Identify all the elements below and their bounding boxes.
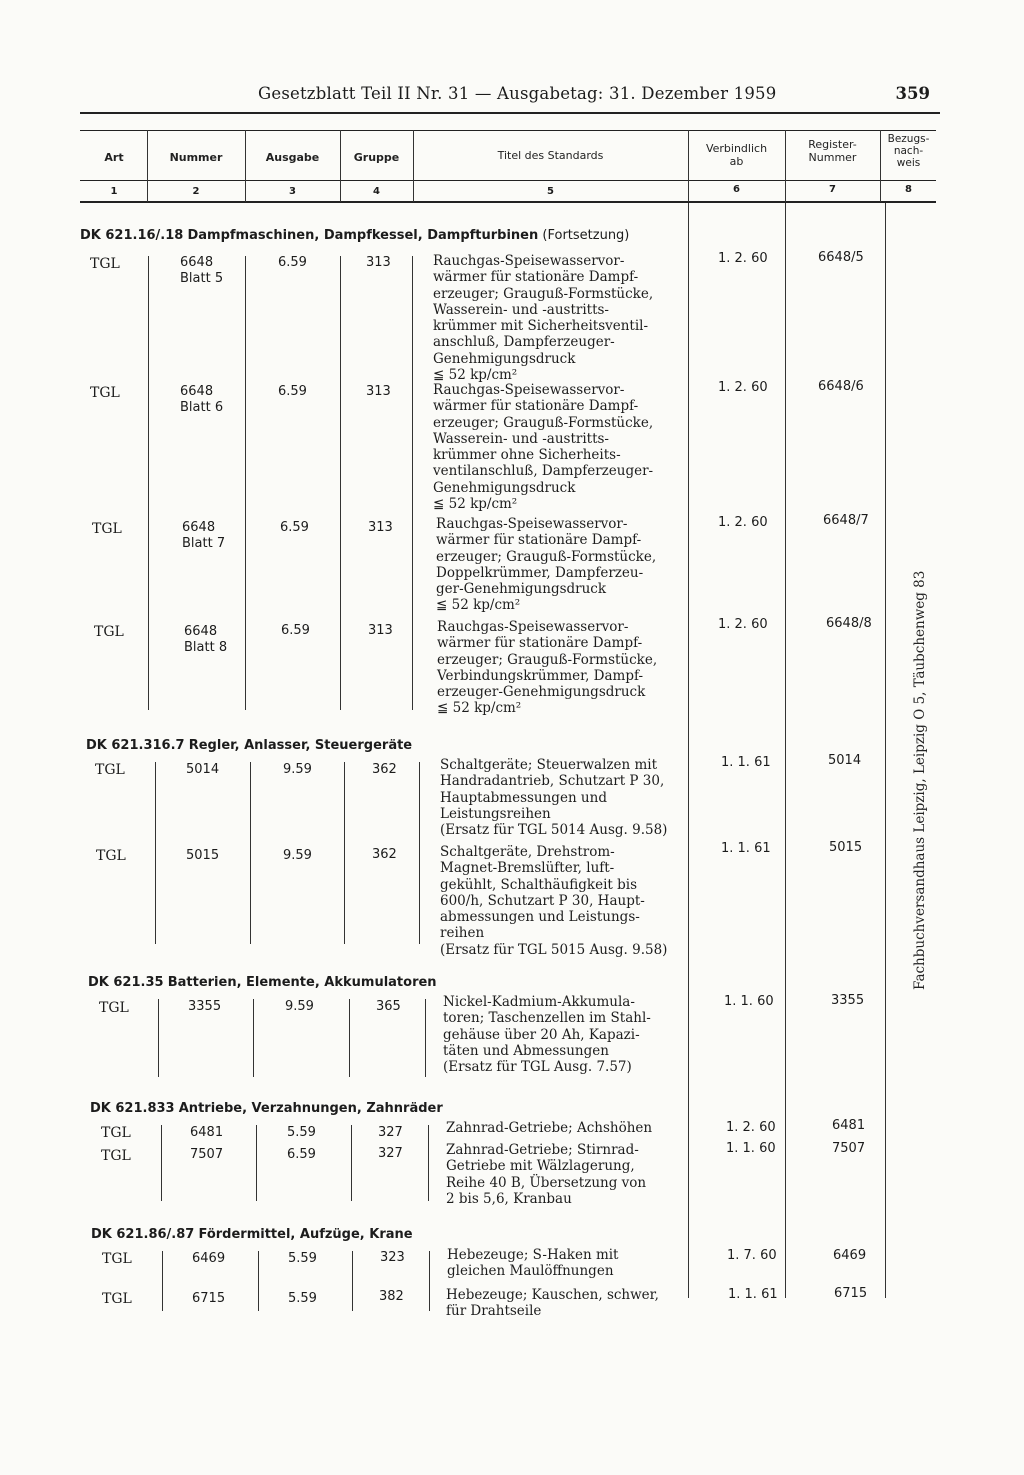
row-divider [162, 1251, 163, 1311]
cell-register: 3355 [831, 993, 865, 1008]
body-divider [785, 203, 786, 1298]
cell-verbindlich: 1. 1. 61 [728, 1287, 778, 1302]
cell-verbindlich: 1. 1. 61 [721, 841, 771, 856]
col-number: 6 [733, 184, 740, 195]
row-divider [158, 999, 159, 1077]
cell-ausgabe: 5.59 [288, 1251, 317, 1266]
cell-ausgabe: 9.59 [283, 848, 312, 863]
cell-titel: Hebezeuge; S-Haken mit gleichen Maulöffnungen [447, 1247, 619, 1280]
cell-nummer: 3355 [188, 999, 222, 1014]
body-divider [885, 203, 886, 1298]
cell-ausgabe: 6.59 [278, 255, 307, 270]
page-number: 359 [895, 84, 930, 103]
cell-register: 6481 [832, 1118, 866, 1133]
cell-titel: Schaltgeräte, Drehstrom- Magnet-Bremslüfter, luft- gekühlt, Schalthäufigkeit bis 600/h, Schutzart P 30, Haupt- abmessungen und Leistungs- reihen (Ersatz für TGL 5015 Ausg. 9.58) [440, 844, 668, 958]
cell-art: TGL [101, 1125, 131, 1141]
cell-art: TGL [90, 385, 120, 401]
cell-art: TGL [102, 1291, 132, 1307]
cell-titel: Rauchgas-Speisewasservor- wärmer für stationäre Dampf- erzeuger; Grauguß-Formstücke, Wasserein- und -austritts- krümmer ohne Sicherheits- ventilanschluß, Dampferzeuger- Genehmigungsdruck ≦ 52 kp/cm² [433, 382, 654, 513]
cell-gruppe: 313 [368, 520, 393, 535]
row-divider [425, 999, 426, 1077]
col-number: 4 [373, 186, 380, 197]
section-heading: DK 621.833 Antriebe, Verzahnungen, Zahnräder [90, 1101, 443, 1116]
col-number: 3 [289, 186, 296, 197]
cell-gruppe: 313 [368, 623, 393, 638]
cell-gruppe: 362 [372, 762, 397, 777]
col-header-gruppe: Gruppe [353, 151, 400, 164]
cell-gruppe: 313 [366, 384, 391, 399]
section-heading: DK 621.16/.18 Dampfmaschinen, Dampfkessel, Dampfturbinen (Fortsetzung) [80, 228, 630, 243]
cell-ausgabe: 9.59 [285, 999, 314, 1014]
cell-titel: Hebezeuge; Kauschen, schwer, für Drahtseile [446, 1287, 659, 1320]
table-header-bottom-rule [80, 201, 936, 203]
cell-titel: Nickel-Kadmium-Akkumula- toren; Taschenzellen im Stahl- gehäuse über 20 Ah, Kapazi- täten und Abmessungen (Ersatz für TGL Ausg. 7.57) [443, 994, 651, 1076]
row-divider [148, 256, 149, 710]
row-divider [419, 762, 420, 944]
cell-verbindlich: 1. 7. 60 [727, 1248, 777, 1263]
publisher-side-note: Fachbuchversandhaus Leipzig, Leipzig O 5, Täubchenweg 83 [912, 570, 928, 990]
cell-nummer: 7507 [190, 1147, 224, 1162]
cell-nummer: 6648 Blatt 5 [180, 255, 224, 286]
cell-verbindlich: 1. 1. 61 [721, 755, 771, 770]
cell-ausgabe: 5.59 [287, 1125, 316, 1140]
table-top-rule [80, 130, 936, 131]
cell-art: TGL [95, 762, 125, 778]
cell-art: TGL [94, 624, 124, 640]
col-header-ausgabe: Ausgabe [265, 151, 320, 164]
cell-gruppe: 313 [366, 255, 391, 270]
cell-ausgabe: 6.59 [280, 520, 309, 535]
section-heading: DK 621.316.7 Regler, Anlasser, Steuergeräte [86, 738, 413, 753]
cell-nummer: 6648 Blatt 8 [184, 624, 228, 655]
cell-nummer: 6648 Blatt 7 [182, 520, 226, 551]
cell-ausgabe: 6.59 [287, 1147, 316, 1162]
cell-verbindlich: 1. 1. 60 [724, 994, 774, 1009]
cell-titel: Rauchgas-Speisewasservor- wärmer für stationäre Dampf- erzeuger; Grauguß-Formstücke, Doppelkrümmer, Dampferzeu- ger-Genehmigungsdruck ≦ 52 kp/cm² [436, 516, 657, 614]
cell-nummer: 5015 [186, 848, 220, 863]
cell-titel: Schaltgeräte; Steuerwalzen mit Handradantrieb, Schutzart P 30, Hauptabmessungen und Leistungsreihen (Ersatz für TGL 5014 Ausg. 9.58) [440, 757, 668, 839]
col-number: 1 [110, 186, 118, 197]
cell-art: TGL [90, 256, 120, 272]
cell-register: 6715 [834, 1286, 868, 1301]
cell-ausgabe: 6.59 [278, 384, 307, 399]
col-header-register: Register- Nummer [808, 138, 857, 164]
table-colnum-rule [80, 180, 936, 181]
row-divider [428, 1125, 429, 1201]
row-divider [258, 1251, 259, 1311]
cell-ausgabe: 6.59 [281, 623, 310, 638]
cell-art: TGL [101, 1148, 131, 1164]
row-divider [245, 256, 246, 710]
cell-verbindlich: 1. 2. 60 [726, 1120, 776, 1135]
row-divider [412, 256, 413, 710]
cell-gruppe: 327 [378, 1146, 403, 1161]
cell-nummer: 6648 Blatt 6 [180, 384, 224, 415]
cell-gruppe: 327 [378, 1125, 403, 1140]
row-divider [429, 1251, 430, 1311]
cell-nummer: 6469 [192, 1251, 226, 1266]
cell-register: 5015 [829, 840, 863, 855]
row-divider [340, 256, 341, 710]
row-divider [352, 1251, 353, 1311]
cell-register: 6648/5 [818, 250, 864, 265]
cell-register: 6648/6 [818, 379, 864, 394]
body-divider [688, 203, 689, 1298]
col-number: 2 [192, 186, 200, 197]
cell-nummer: 6715 [192, 1291, 226, 1306]
cell-nummer: 5014 [186, 762, 220, 777]
cell-verbindlich: 1. 1. 60 [726, 1141, 776, 1156]
cell-ausgabe: 5.59 [288, 1291, 317, 1306]
cell-register: 7507 [832, 1141, 866, 1156]
cell-art: TGL [102, 1251, 132, 1267]
row-divider [155, 762, 156, 944]
cell-verbindlich: 1. 2. 60 [718, 515, 768, 530]
row-divider [250, 762, 251, 944]
cell-register: 6648/7 [823, 513, 869, 528]
header-rule [80, 112, 940, 114]
cell-verbindlich: 1. 2. 60 [718, 251, 768, 266]
cell-ausgabe: 9.59 [283, 762, 312, 777]
col-header-titel: Titel des Standards [497, 149, 604, 162]
cell-art: TGL [92, 521, 122, 537]
row-divider [344, 762, 345, 944]
col-number: 8 [905, 184, 912, 195]
cell-titel: Rauchgas-Speisewasservor- wärmer für stationäre Dampf- erzeuger; Grauguß-Formstücke, Wasserein- und -austritts- krümmer mit Sicherheitsventil- anschluß, Dampferzeuger- Genehmigungsdruck ≦ 52 kp/cm² [433, 253, 654, 384]
section-heading: DK 621.35 Batterien, Elemente, Akkumulatoren [88, 975, 437, 990]
row-divider [253, 999, 254, 1077]
cell-nummer: 6481 [190, 1125, 224, 1140]
row-divider [349, 999, 350, 1077]
col-header-nummer: Nummer [169, 151, 223, 164]
cell-art: TGL [96, 848, 126, 864]
cell-titel: Zahnrad-Getriebe; Stirnrad- Getriebe mit Wälzlagerung, Reihe 40 B, Übersetzung von 2 bis 5,6, Kranbau [446, 1142, 647, 1207]
cell-titel: Rauchgas-Speisewasservor- wärmer für stationäre Dampf- erzeuger; Grauguß-Formstücke, Verbindungskrümmer, Dampf- erzeuger-Genehmigungsdruck ≦ 52 kp/cm² [437, 619, 658, 717]
page-title: Gesetzblatt Teil II Nr. 31 — Ausgabetag: 31. Dezember 1959 [258, 84, 777, 103]
cell-register: 6648/8 [826, 616, 872, 631]
row-divider [161, 1125, 162, 1201]
row-divider [351, 1125, 352, 1201]
col-header-verbindlich: Verbindlich ab [705, 142, 768, 168]
cell-verbindlich: 1. 2. 60 [718, 380, 768, 395]
cell-gruppe: 362 [372, 847, 397, 862]
col-number: 7 [829, 184, 836, 195]
cell-gruppe: 323 [380, 1250, 405, 1265]
cell-titel: Zahnrad-Getriebe; Achshöhen [446, 1120, 653, 1136]
cell-verbindlich: 1. 2. 60 [718, 617, 768, 632]
col-number: 5 [547, 186, 554, 197]
cell-art: TGL [99, 1000, 129, 1016]
cell-register: 5014 [828, 753, 862, 768]
cell-gruppe: 365 [376, 999, 401, 1014]
cell-gruppe: 382 [379, 1289, 404, 1304]
col-header-art: Art [104, 151, 124, 164]
page-header [80, 84, 940, 108]
row-divider [256, 1125, 257, 1201]
cell-register: 6469 [833, 1248, 867, 1263]
section-heading: DK 621.86/.87 Fördermittel, Aufzüge, Krane [91, 1227, 413, 1242]
col-header-bezug: Bezugs- nach- weis [887, 133, 930, 169]
